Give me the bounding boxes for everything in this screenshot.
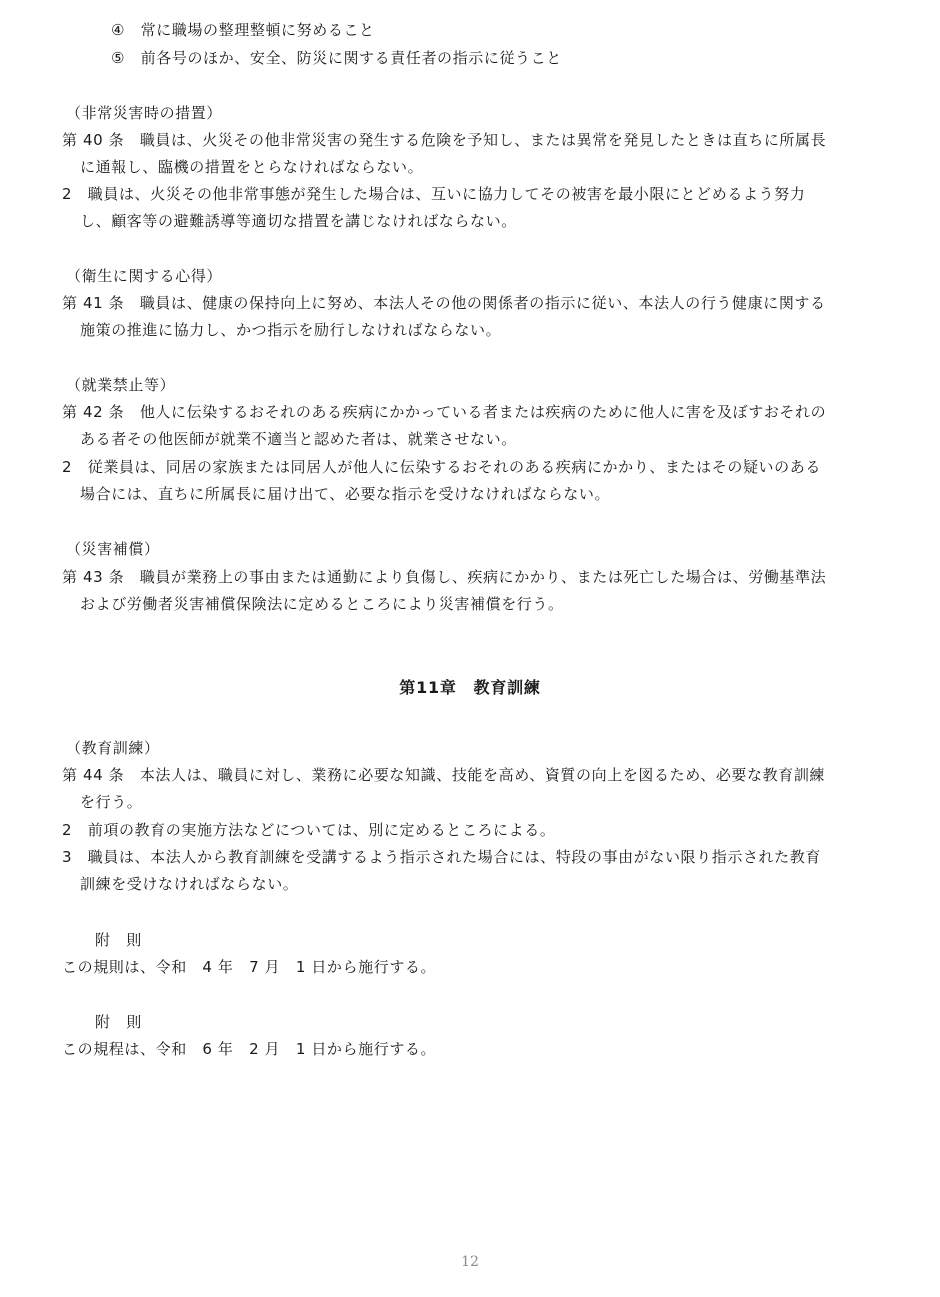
article-text: に通報し、臨機の措置をとらなければならない。: [80, 158, 424, 176]
paragraph-text: 訓練を受けなければならない。: [80, 875, 299, 893]
list-item: ④ 常に職場の整理整頓に努めること: [111, 21, 375, 39]
paragraph-text: 3 職員は、本法人から教育訓練を受講するよう指示された場合には、特段の事由がない限り指示された教育: [62, 848, 821, 866]
article-text: ある者その他医師が就業不適当と認めた者は、就業させない。: [80, 430, 517, 448]
article-text: 第 42 条 他人に伝染するおそれのある疾病にかかっている者または疾病のために他人に害を及ぼすおそれの: [62, 403, 827, 421]
article-text: 第 40 条 職員は、火災その他非常災害の発生する危険を予知し、または異常を発見したときは直ちに所属長: [62, 131, 827, 149]
paragraph-text: し、顧客等の避難誘導等適切な措置を講じなければならない。: [80, 212, 517, 230]
article-text: を行う。: [80, 793, 143, 811]
page-number: 12: [461, 1254, 479, 1270]
article-text: 第 41 条 職員は、健康の保持向上に努め、本法人その他の関係者の指示に従い、本法人の行う健康に関する: [62, 294, 826, 312]
list-item: ⑤ 前各号のほか、安全、防災に関する責任者の指示に従うこと: [111, 49, 562, 67]
article-heading: （衛生に関する心得）: [66, 267, 223, 285]
article-heading: （就業禁止等）: [66, 376, 176, 394]
supplementary-text: この規則は、令和 4 年 7 月 1 日から施行する。: [62, 958, 437, 976]
chapter-title: 第11章 教育訓練: [399, 678, 541, 697]
article-text: 第 44 条 本法人は、職員に対し、業務に必要な知識、技能を高め、資質の向上を図るため、必要な教育訓練: [62, 766, 826, 784]
article-heading: （教育訓練）: [66, 739, 160, 757]
article-text: 第 43 条 職員が業務上の事由または通勤により負傷し、疾病にかかり、または死亡した場合は、労働基準法: [62, 568, 827, 586]
supplementary-title: 附 則: [95, 1013, 142, 1031]
paragraph-text: 2 前項の教育の実施方法などについては、別に定めるところによる。: [62, 821, 556, 839]
paragraph-text: 2 従業員は、同居の家族または同居人が他人に伝染するおそれのある疾病にかかり、またはその疑いのある: [62, 458, 821, 476]
article-text: および労働者災害補償保険法に定めるところにより災害補償を行う。: [80, 595, 564, 613]
supplementary-title: 附 則: [95, 931, 142, 949]
article-heading: （非常災害時の措置）: [66, 104, 223, 122]
article-heading: （災害補償）: [66, 540, 160, 558]
article-text: 施策の推進に協力し、かつ指示を励行しなければならない。: [80, 321, 502, 339]
paragraph-text: 2 職員は、火災その他非常事態が発生した場合は、互いに協力してその被害を最小限にとどめるよう努力: [62, 185, 806, 203]
supplementary-text: この規程は、令和 6 年 2 月 1 日から施行する。: [62, 1040, 437, 1058]
paragraph-text: 場合には、直ちに所属長に届け出て、必要な指示を受けなければならない。: [80, 485, 611, 503]
